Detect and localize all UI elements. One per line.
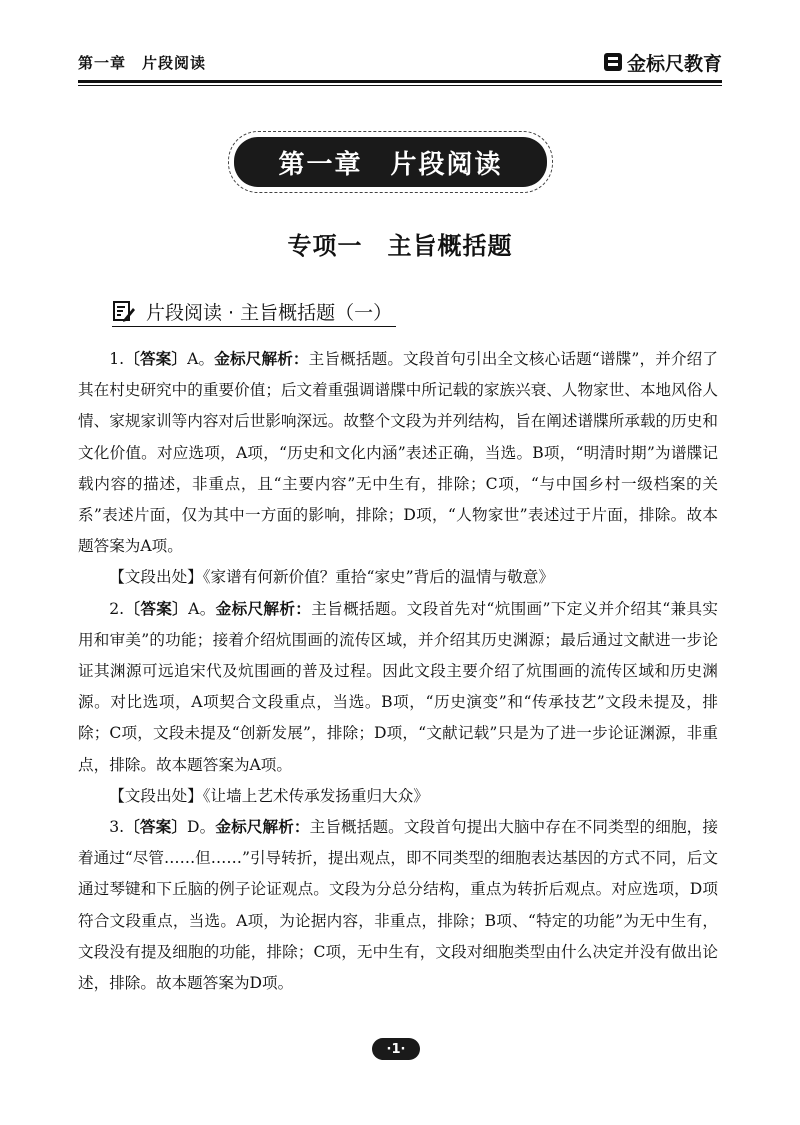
analysis-label: 金标尺解析： xyxy=(215,599,312,618)
page-number: ·1· xyxy=(372,1038,420,1060)
answer-choice: A。 xyxy=(187,350,215,368)
answer-item-1 xyxy=(78,344,718,562)
source-line-2: 【文段出处】《让墙上艺术传承发扬重归大众》 xyxy=(109,786,429,805)
brand-logo xyxy=(603,49,722,76)
answer-choice: D。 xyxy=(187,818,216,837)
answer-label: 〔答案〕 xyxy=(124,599,189,618)
subsection-title: 片段阅读 · 主旨概括题（一） xyxy=(146,301,393,324)
chapter-title: 第一章 片段阅读 xyxy=(234,137,547,187)
chapter-banner xyxy=(228,131,553,193)
page-header xyxy=(78,44,722,80)
answer-item-2 xyxy=(78,594,718,781)
answer-label: 〔答案〕 xyxy=(124,350,188,368)
analysis-label: 金标尺解析： xyxy=(215,818,310,837)
answer-analysis-body xyxy=(78,344,718,999)
header-rule xyxy=(78,80,722,83)
answer-label: 〔答案〕 xyxy=(124,818,188,837)
item-number: 3. xyxy=(109,818,125,837)
subsection-heading xyxy=(112,296,396,327)
analysis-text: 主旨概括题。文段首先对“炕围画”下定义并介绍其“兼具实用和审美”的功能；接着介绍炕围画的流传区域，并介绍其历史渊源；最后通过文献进一步论证其渊源可远追宋代及炕围画的普及过程。因此文段主要介绍了炕围画的流传区域和历史渊源。对比选项，A项契合文段重点，当选。B项，“历史演变”和“传承技艺”文段未提及，排除；C项，文段未提及“创新发展”，排除；D项，“文献记载”只是为了进一步论证渊源，非重点，排除。故本题答案为A项。 xyxy=(78,599,718,774)
analysis-text: 主旨概括题。文段首句提出大脑中存在不同类型的细胞，接着通过“尽管……但……”引导转折，提出观点，即不同类型的细胞表达基因的方式不同，后文通过琴键和下丘脑的例子论证观点。文段为分总分结构，重点为转折后观点。对应选项，D项符合文段重点，当选。A项，为论据内容，非重点，排除；B项、“特定的功能”为无中生有，文段没有提及细胞的功能，排除；C项，无中生有，文段对细胞类型由什么决定并没有做出论述，排除。故本题答案为D项。 xyxy=(78,818,718,993)
source-line-1: 【文段出处】《家谱有何新价值？重拾“家史”背后的温情与敬意》 xyxy=(109,568,554,587)
brand-name: 金标尺教育 xyxy=(626,52,722,75)
answer-choice: A。 xyxy=(188,599,216,618)
item-number: 1. xyxy=(109,350,125,368)
item-number: 2. xyxy=(109,599,125,618)
edit-note-icon xyxy=(112,299,136,323)
answer-item-3 xyxy=(78,812,718,999)
analysis-label: 金标尺解析： xyxy=(214,350,309,368)
header-rule-thin xyxy=(78,85,722,86)
running-head: 第一章 片段阅读 xyxy=(78,53,207,72)
section-title: 专项一 主旨概括题 xyxy=(287,232,513,260)
brand-mark-icon xyxy=(603,52,623,72)
analysis-text: 主旨概括题。文段首句引出全文核心话题“谱牒”，并介绍了其在村史研究中的重要价值；后文着重强调谱牒中所记载的家族兴衰、人物家世、本地风俗人情、家规家训等内容对后世影响深远。故整个文段为并列结构，旨在阐述谱牒所承载的历史和文化价值。对应选项，A项，“历史和文化内涵”表述正确，当选。B项，“明清时期”为谱牒记载内容的描述，非重点，且“主要内容”无中生有，排除；C项，“与中国乡村一级档案的关系”表述片面，仅为其中一方面的影响，排除；D项，“人物家世”表述过于片面，排除。故本题答案为A项。 xyxy=(78,350,718,556)
